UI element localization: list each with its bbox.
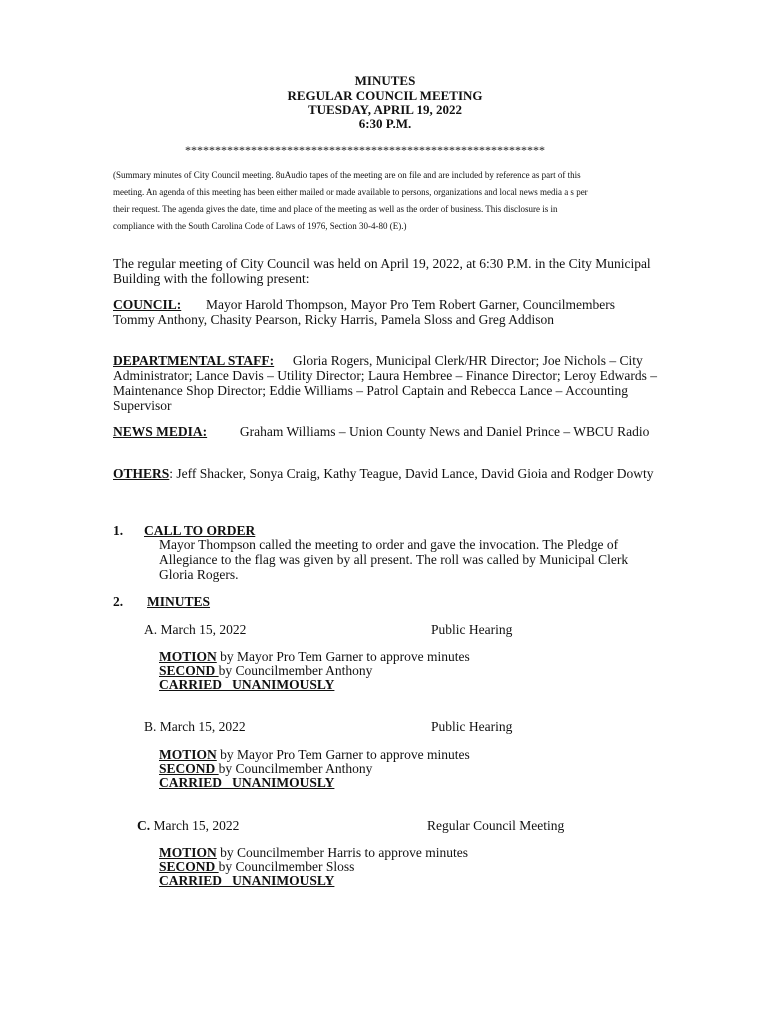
- carried-label: CARRIED UNANIMOUSLY: [159, 873, 335, 888]
- minutes-b: [144, 719, 246, 734]
- carried-label: CARRIED UNANIMOUSLY: [159, 775, 335, 790]
- minutes-date: March 15, 2022: [160, 622, 247, 637]
- doc-title: MINUTES: [354, 73, 416, 88]
- carried-label: CARRIED UNANIMOUSLY: [159, 677, 335, 692]
- divider-stars: ************************************************************: [185, 143, 545, 157]
- second-label: SECOND: [159, 859, 219, 874]
- meeting-time: 6:30 P.M.: [358, 116, 412, 131]
- others-members: : Jeff Shacker, Sonya Craig, Kathy Teague, David Lance, David Gioia and Rodger Dowty: [169, 466, 654, 481]
- staff-label: DEPARTMENTAL STAFF:: [113, 353, 275, 368]
- item-title-minutes: MINUTES: [147, 594, 211, 609]
- meeting-type: REGULAR COUNCIL MEETING: [287, 88, 483, 103]
- motion-text: by Mayor Pro Tem Garner to approve minutes: [216, 649, 470, 664]
- second-line: [159, 664, 372, 678]
- minutes-type: Public Hearing: [431, 622, 513, 637]
- motion-line: [159, 650, 470, 664]
- item-title-call-to-order: CALL TO ORDER: [144, 523, 256, 538]
- minutes-type: Public Hearing: [431, 719, 513, 734]
- minutes-letter: B.: [144, 719, 157, 734]
- intro-paragraph: The regular meeting of City Council was held on April 19, 2022, at 6:30 P.M. in the City Municipal Building with the following present:: [113, 256, 651, 286]
- meeting-date: TUESDAY, APRIL 19, 2022: [307, 102, 462, 117]
- summary-line: their request. The agenda gives the date, time and place of the meeting as well as the order of business. This disclosure is in: [113, 204, 558, 214]
- second-line: [159, 860, 354, 874]
- motion-label: MOTION: [159, 649, 217, 664]
- council-paragraph: [113, 297, 658, 327]
- staff-paragraph: [113, 353, 658, 413]
- council-members: Mayor Harold Thompson, Mayor Pro Tem Robert Garner, Councilmembers Tommy Anthony, Chasity Pearson, Ricky Harris, Pamela Sloss and Greg Addison: [113, 297, 615, 327]
- summary-line: meeting. An agenda of this meeting has been either mailed or made available to persons, organizations and local news media a s per: [113, 187, 588, 197]
- others-paragraph: [113, 466, 658, 481]
- second-label: SECOND: [159, 761, 219, 776]
- second-label: SECOND: [159, 663, 219, 678]
- media-members: Graham Williams – Union County News and Daniel Prince – WBCU Radio: [239, 424, 650, 439]
- second-text: by Councilmember Anthony: [218, 663, 373, 678]
- minutes-date: March 15, 2022: [153, 818, 240, 833]
- minutes-date: March 15, 2022: [159, 719, 246, 734]
- minutes-a: [144, 622, 246, 637]
- staff-members: Gloria Rogers, Municipal Clerk/HR Director; Joe Nichols – City Administrator; Lance Davis – Utility Director; Laura Hembree – Finance Director; Leroy Edwards – Maintenance Shop Director; Eddie Williams – Patrol Captain and Rebecca Lance – Accounting Supervisor: [113, 353, 657, 413]
- summary-disclosure: [113, 167, 658, 235]
- motion-line: [159, 846, 468, 860]
- item-number: 1.: [113, 523, 124, 538]
- item-number: 2.: [113, 594, 124, 609]
- motion-label: MOTION: [159, 747, 217, 762]
- second-line: [159, 762, 372, 776]
- second-text: by Councilmember Anthony: [218, 761, 373, 776]
- motion-line: [159, 748, 470, 762]
- motion-text: by Mayor Pro Tem Garner to approve minutes: [216, 747, 470, 762]
- media-label: NEWS MEDIA:: [113, 424, 208, 439]
- summary-line: compliance with the South Carolina Code of Laws of 1976, Section 30-4-80 (E).): [113, 221, 407, 231]
- call-to-order-body: Mayor Thompson called the meeting to order and gave the invocation. The Pledge of Allegiance to the flag was given by all present. The roll was called by Municipal Clerk Gloria Rogers.: [159, 537, 629, 582]
- others-label: OTHERS: [113, 466, 170, 481]
- minutes-letter: C.: [137, 818, 151, 833]
- minutes-letter: A.: [144, 622, 158, 637]
- second-text: by Councilmember Sloss: [218, 859, 355, 874]
- minutes-type: Regular Council Meeting: [427, 818, 565, 833]
- minutes-c: [137, 818, 239, 833]
- summary-line: (Summary minutes of City Council meeting. 8uAudio tapes of the meeting are on file and are included by reference as part of this: [113, 170, 581, 180]
- council-label: COUNCIL:: [113, 297, 182, 312]
- motion-label: MOTION: [159, 845, 217, 860]
- media-paragraph: [113, 424, 658, 439]
- motion-text: by Councilmember Harris to approve minutes: [216, 845, 468, 860]
